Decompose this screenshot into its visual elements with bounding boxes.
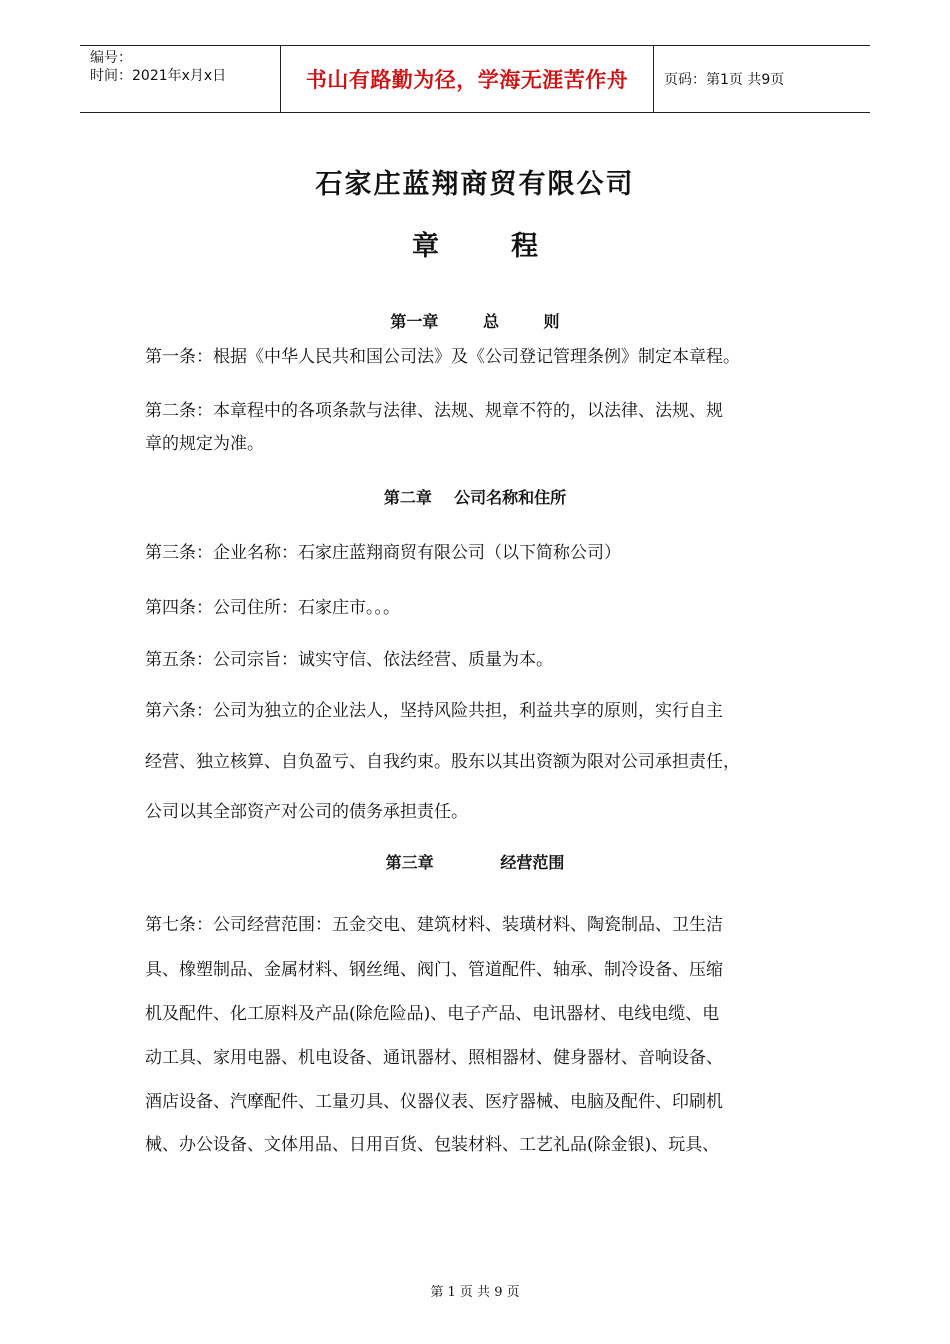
motto-text: 书山有路勤为径，学海无涯苦作舟	[305, 68, 629, 92]
document-title-part-a: 章	[412, 231, 439, 262]
article-line: 机及配件、化工原料及产品(除危险品)、电子产品、电讯器材、电线电缆、电	[145, 1004, 720, 1024]
article-line: 酒店设备、汽摩配件、工量刃具、仪器仪表、医疗器械、电脑及配件、印刷机	[145, 1092, 723, 1112]
article-line: 第一条：根据《中华人民共和国公司法》及《公司登记管理条例》制定本章程。	[145, 347, 740, 367]
article-line: 经营、独立核算、自负盈亏、自我约束。股东以其出资额为限对公司承担责任，	[145, 752, 740, 772]
article-line: 动工具、家用电器、机电设备、通讯器材、照相器材、健身器材、音响设备、	[145, 1048, 723, 1068]
article-line: 公司以其全部资产对公司的债务承担责任。	[145, 802, 468, 822]
page-label: 页码：第1页 共9页	[664, 72, 785, 88]
company-title: 石家庄蓝翔商贸有限公司	[315, 169, 635, 200]
chapter-heading-1: 第一章 总 则	[390, 312, 560, 331]
article-line: 第二条：本章程中的各项条款与法律、法规、规章不符的，以法律、法规、规	[145, 401, 723, 421]
chapter-heading-2: 第二章 公司名称和住所	[383, 488, 567, 507]
article-line: 第三条：企业名称：石家庄蓝翔商贸有限公司（以下简称公司）	[145, 543, 621, 563]
article-line: 第四条：公司住所：石家庄市。。。	[145, 598, 400, 618]
page-footer: 第 1 页 共 9 页	[430, 1285, 520, 1300]
document-header	[80, 45, 870, 113]
chapter-heading-3: 第三章 经营范围	[385, 853, 565, 872]
header-motto-cell	[280, 46, 654, 112]
article-line: 第七条：公司经营范围：五金交电、建筑材料、装璜材料、陶瓷制品、卫生洁	[145, 915, 723, 935]
article-line: 具、橡塑制品、金属材料、钢丝绳、阀门、管道配件、轴承、制冷设备、压缩	[145, 960, 723, 980]
article-line: 章的规定为准。	[145, 434, 264, 454]
time-label: 时间：2021年x月x日	[90, 68, 227, 84]
article-line: 第六条：公司为独立的企业法人，坚持风险共担，利益共享的原则，实行自主	[145, 701, 723, 721]
document-title-part-b: 程	[511, 231, 538, 262]
header-page-cell	[654, 46, 870, 112]
article-line: 第五条：公司宗旨：诚实守信、依法经营、质量为本。	[145, 650, 553, 670]
document-title	[0, 224, 950, 263]
article-line: 械、办公设备、文体用品、日用百货、包装材料、工艺礼品(除金银)、玩具、	[145, 1135, 720, 1155]
header-meta	[80, 46, 280, 112]
number-label: 编号：	[90, 50, 132, 66]
